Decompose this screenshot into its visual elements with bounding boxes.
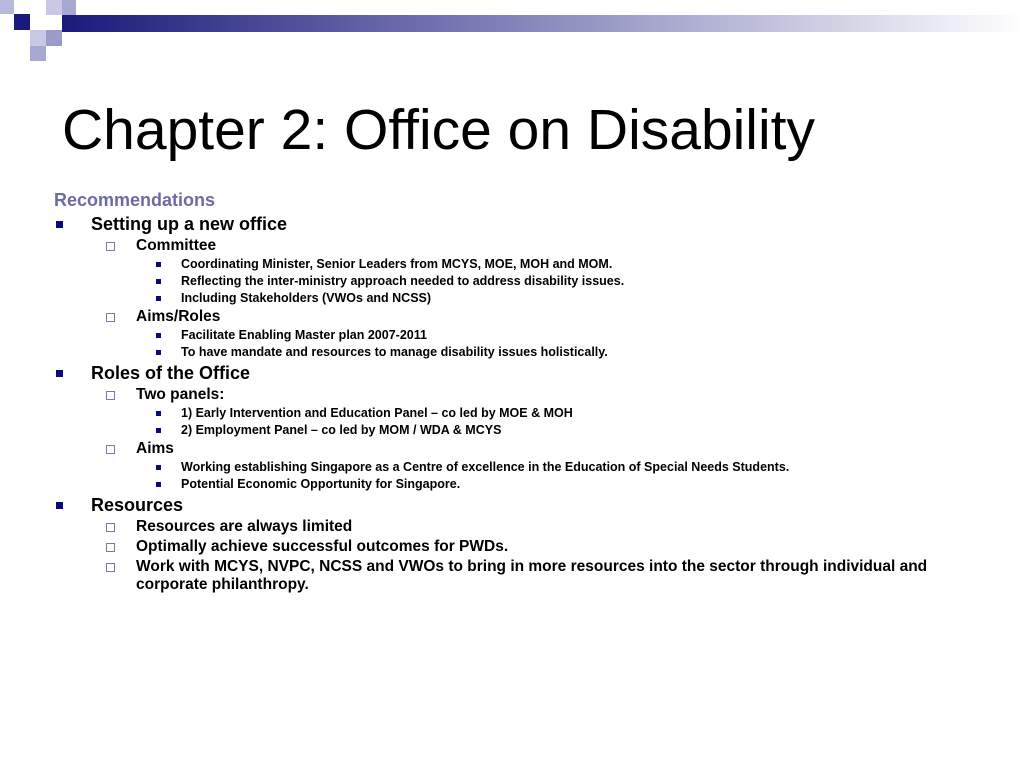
small-square-bullet-icon bbox=[156, 428, 161, 433]
small-square-bullet-icon bbox=[156, 296, 161, 301]
hollow-square-bullet-icon bbox=[106, 391, 115, 400]
hollow-square-bullet-icon bbox=[106, 242, 115, 251]
hollow-square-bullet-icon bbox=[106, 543, 115, 552]
list-item: Working establishing Singapore as a Centre of excellence in the Education of Special Needs Students. bbox=[54, 459, 984, 475]
list-item: Committee bbox=[54, 237, 984, 255]
list-item: Coordinating Minister, Senior Leaders from MCYS, MOE, MOH and MOM. bbox=[54, 256, 984, 272]
small-square-bullet-icon bbox=[156, 333, 161, 338]
list-item: Optimally achieve successful outcomes for PWDs. bbox=[54, 538, 984, 556]
small-square-bullet-icon bbox=[156, 279, 161, 284]
list-item: To have mandate and resources to manage disability issues holistically. bbox=[54, 344, 984, 360]
list-item: Aims bbox=[54, 440, 984, 458]
small-square-bullet-icon bbox=[156, 262, 161, 267]
small-square-bullet-icon bbox=[156, 411, 161, 416]
slide-body bbox=[54, 189, 984, 594]
hollow-square-bullet-icon bbox=[106, 445, 115, 454]
list-item: Reflecting the inter-ministry approach needed to address disability issues. bbox=[54, 273, 984, 289]
section-heading: Setting up a new office bbox=[54, 213, 984, 235]
square-bullet-icon bbox=[56, 370, 63, 377]
small-square-bullet-icon bbox=[156, 482, 161, 487]
list-item: Facilitate Enabling Master plan 2007-2011 bbox=[54, 327, 984, 343]
hollow-square-bullet-icon bbox=[106, 523, 115, 532]
list-item: Resources are always limited bbox=[54, 518, 984, 536]
list-item: Two panels: bbox=[54, 386, 984, 404]
subheading: Recommendations bbox=[54, 190, 216, 210]
hollow-square-bullet-icon bbox=[106, 313, 115, 322]
section-heading: Roles of the Office bbox=[54, 362, 984, 384]
list-item: Potential Economic Opportunity for Singapore. bbox=[54, 476, 984, 492]
hollow-square-bullet-icon bbox=[106, 563, 115, 572]
square-bullet-icon bbox=[56, 502, 63, 509]
square-bullet-icon bbox=[56, 221, 63, 228]
small-square-bullet-icon bbox=[156, 350, 161, 355]
list-item: Including Stakeholders (VWOs and NCSS) bbox=[54, 290, 984, 306]
small-square-bullet-icon bbox=[156, 465, 161, 470]
slide-title: Chapter 2: Office on Disability bbox=[62, 98, 815, 162]
list-item: Aims/Roles bbox=[54, 308, 984, 326]
list-item: 1) Early Intervention and Education Panel – co led by MOE & MOH bbox=[54, 405, 984, 421]
list-item: Work with MCYS, NVPC, NCSS and VWOs to bring in more resources into the sector through individual and corporate philanthropy. bbox=[54, 558, 984, 594]
list-item: 2) Employment Panel – co led by MOM / WDA & MCYS bbox=[54, 422, 984, 438]
section-heading: Resources bbox=[54, 494, 984, 516]
header-decoration bbox=[0, 0, 1024, 62]
